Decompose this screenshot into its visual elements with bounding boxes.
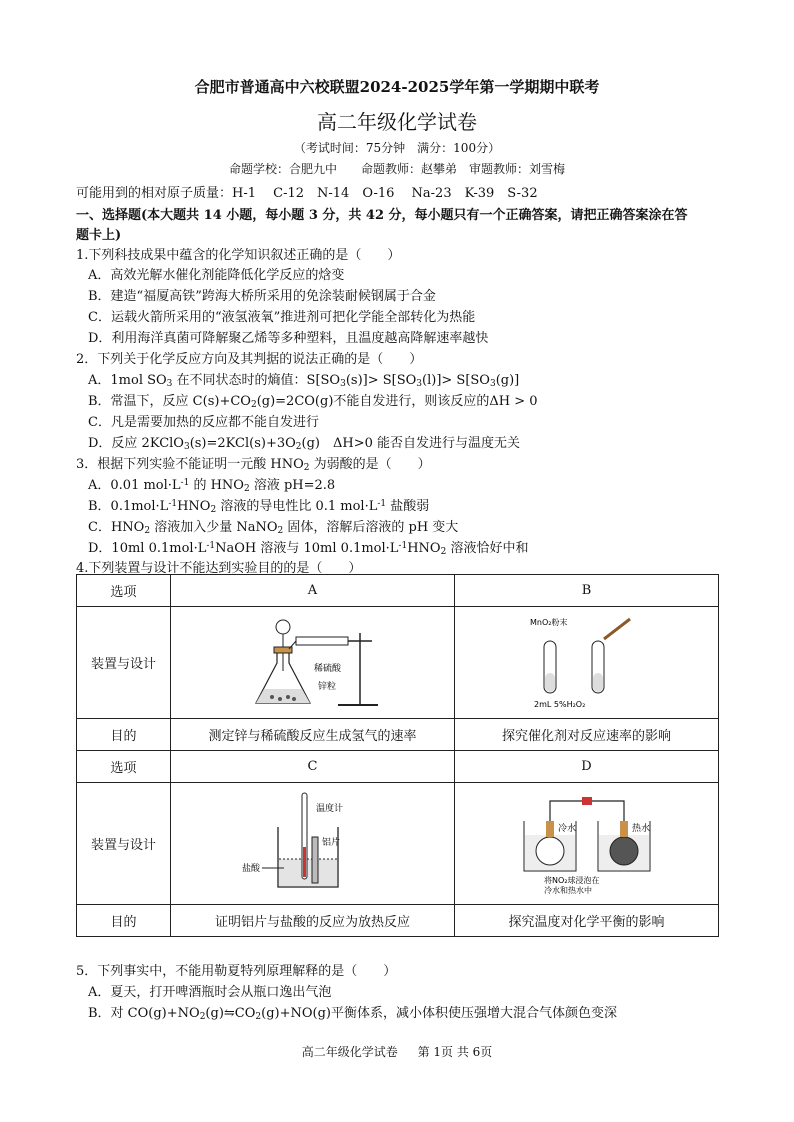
q5-stem: 5．下列事实中，不能用勒夏特列原理解释的是（ ） [76,964,397,979]
time-score: （考试时间：75分钟 满分：100分） [293,141,501,155]
q1-stem: 1.下列科技成果中蕴含的化学知识叙述正确的是（ ） [76,248,401,263]
svg-text:冷水和热水中: 冷水和热水中 [543,885,592,895]
page-footer [0,1043,794,1060]
row-purpose-label-2: 目的 [77,905,171,937]
q4-stem: 4.下列装置与设计不能达到实验目的的是（ ） [76,561,362,576]
authors: 命题学校：合肥九中 命题教师：赵攀弟 审题教师：刘雪梅 [228,162,565,176]
apparatus-d [455,783,719,905]
q5-option-a: A．夏天，打开啤酒瓶时会从瓶口逸出气泡 [88,985,332,1000]
col-d-label: D [455,751,719,783]
purpose-c: 证明铝片与盐酸的反应为放热反应 [171,905,455,937]
q3-stem: 3．根据下列实验不能证明一元酸 $HNO_2$ 为弱酸的是（ ） [76,457,431,473]
svg-text:MnO₂粉末: MnO₂粉末 [529,617,567,627]
row-setup-label-2: 装置与设计 [77,783,171,905]
q3-option-a: A．0.01 $mol\cdot L^{-1}$ 的 $HNO_2$ 溶液 pH=2.8 [88,478,336,494]
q4-table [76,574,719,937]
row-setup-label: 装置与设计 [77,607,171,719]
svg-text:冷水: 冷水 [557,823,576,834]
row-option-label-2: 选项 [77,751,171,783]
atomic-masses: 可能用到的相对原子质量：H-1 C-12 N-14 O-16 Na-23 K-39 S-32 [76,186,538,201]
apparatus-b [455,607,719,719]
q2-option-a: A．1mol $SO_3$ 在不同状态时的熵值：$S[SO_3(s)]> S[SO_3(l)]> S[SO_3(g)]$ [88,373,520,389]
subject-title: 高二年级化学试卷 [317,110,477,134]
apparatus-c [171,783,455,905]
zinc-acid-apparatus-icon [238,611,388,711]
thermometer-beaker-icon [238,787,388,897]
svg-text:2mL 5%H₂O₂: 2mL 5%H₂O₂ [533,699,585,709]
purpose-a: 测定锌与稀硫酸反应生成氢气的速率 [171,719,455,751]
catalyst-tubes-icon [512,611,662,711]
q1-option-d: D．利用海洋真菌可降解聚乙烯等多种塑料，且温度越高降解速率越快 [88,331,489,346]
col-b-label: B [455,575,719,607]
q2-option-b: B．常温下，反应 $C(s)+CO_2(g)=2CO(g)$不能自发进行，则该反应的ΔH > 0 [88,394,538,410]
svg-text:热水: 热水 [631,823,650,834]
svg-text:稀硫酸: 稀硫酸 [313,663,341,674]
svg-text:温度计: 温度计 [315,803,343,814]
purpose-d: 探究温度对化学平衡的影响 [455,905,719,937]
q2-option-c: C．凡是需要加热的反应都不能自发进行 [88,415,319,430]
q5-option-b: B．对 $CO(g)+NO_2(g)⇋CO_2(g)+NO(g)$平衡体系，减小体积使压强增大混合气体颜色变深 [88,1006,617,1022]
row-purpose-label: 目的 [77,719,171,751]
section1-title-1: 一、选择题(本大题共 14 小题，每小题 3 分，共 42 分，每小题只有一个正确答案，请把正确答案涂在答 [76,208,688,223]
q3-option-c: C．$HNO_2$ 溶液加入少量 NaNO$_2$ 固体，溶解后溶液的 pH 变大 [88,520,459,536]
svg-text:盐酸: 盐酸 [241,863,260,874]
q2-option-d: D．反应 $2KClO_3(s)=2KCl(s)+3O_2(g)$ ΔH>0 能否自发进行与温度无关 [88,436,521,452]
q3-option-d: D．10ml $0.1mol\cdot L^{-1}NaOH$ 溶液与 10ml $0.1mol\cdot L^{-1}HNO_2$ 溶液恰好中和 [88,541,529,557]
section1-title-2: 题卡上) [76,228,122,243]
no2-spheres-icon [502,787,672,897]
q1-option-c: C．运载火箭所采用的“液氢液氧”推进剂可把化学能全部转化为热能 [88,310,476,325]
footer-page: 第 1页 共 6页 [417,1045,493,1059]
row-option-label: 选项 [77,575,171,607]
q2-stem: 2．下列关于化学反应方向及其判据的说法正确的是（ ） [76,352,423,367]
q1-option-b: B．建造“福厦高铁”跨海大桥所采用的免涂装耐候钢属于合金 [88,289,436,304]
svg-text:铝片: 铝片 [321,837,340,848]
exam-title: 合肥市普通高中六校联盟2024-2025学年第一学期期中联考 [194,78,600,96]
col-c-label: C [171,751,455,783]
svg-text:将NO₂球浸泡在: 将NO₂球浸泡在 [543,875,599,885]
apparatus-a [171,607,455,719]
purpose-b: 探究催化剂对反应速率的影响 [455,719,719,751]
q1-option-a: A．高效光解水催化剂能降低化学反应的焓变 [88,268,345,283]
footer-name: 高二年级化学试卷 [301,1045,398,1059]
q3-option-b: B．$0.1mol\cdot L^{-1}HNO_2$ 溶液的导电性比 0.1 $mol\cdot L^{-1}$ 盐酸弱 [88,499,430,515]
col-a-label: A [171,575,455,607]
svg-text:锌粒: 锌粒 [317,681,336,692]
